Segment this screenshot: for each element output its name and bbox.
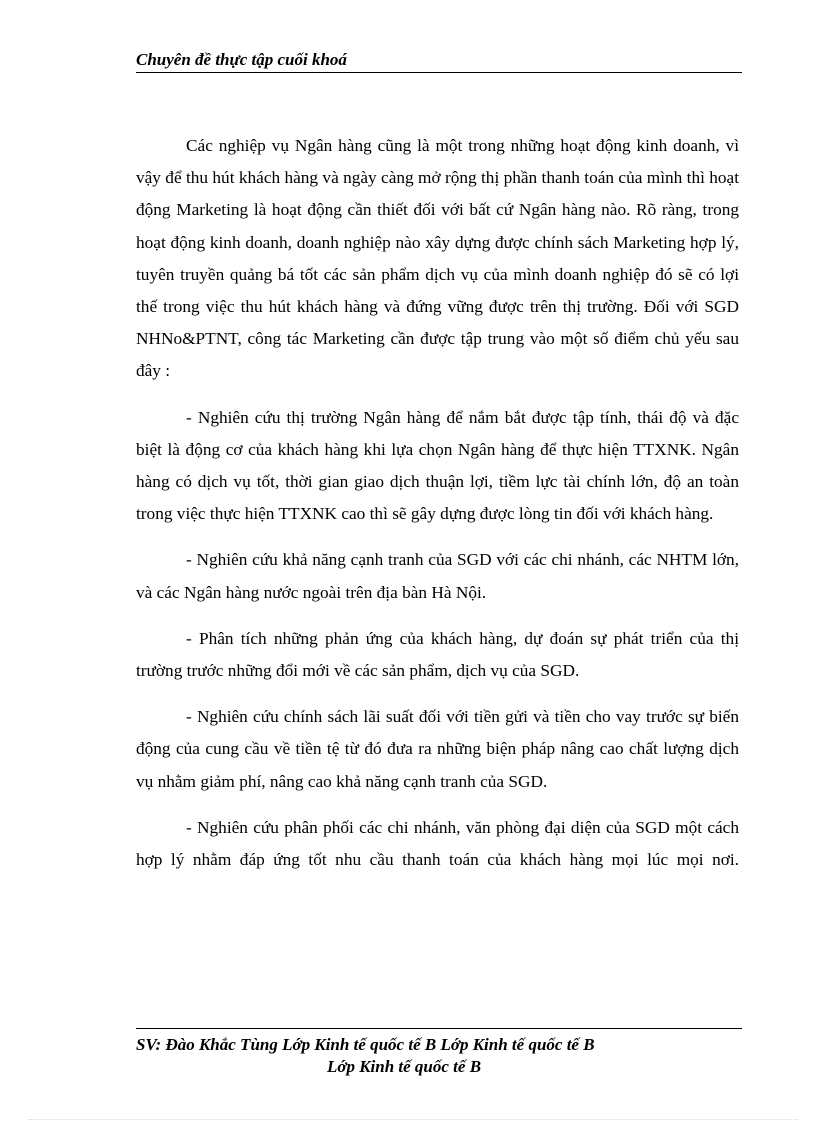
page-bottom-edge (28, 1119, 798, 1120)
page-header (136, 48, 742, 73)
document-body (136, 130, 739, 890)
page-footer (136, 1028, 742, 1078)
paragraph-customer-analysis: - Phân tích những phản ứng của khách hàng, dự đoán sự phát triển của thị trường trước những đổi mới về các sản phẩm, dịch vụ của SGD. (136, 628, 739, 681)
paragraph-intro: Các nghiệp vụ Ngân hàng cũng là một trong những hoạt động kinh doanh, vì vậy để thu hút khách hàng và ngày càng mở rộng thị phần thanh toán của mình thì hoạt động Marketing là hoạt động cần thiết đối với bất cứ Ngân hàng nào. Rõ ràng, trong hoạt động kinh doanh, doanh nghiệp nào xây dựng được chính sách Marketing hợp lý, tuyên truyền quảng bá tốt các sản phẩm dịch vụ của mình doanh nghiệp đó sẽ có lợi thế trong việc thu hút khách hàng và đứng vững được trên thị trường. Đối với SGD NHNo&PTNT, công tác Marketing cần được tập trung vào một số điểm chủ yếu sau đây : (136, 136, 739, 381)
footer-author-line: SV: Đào Khắc Tùng Lớp Kinh tế quốc tế B Lớp Kinh tế quốc tế B (136, 1035, 595, 1054)
paragraph-competition: - Nghiên cứu khả năng cạnh tranh của SGD với các chi nhánh, các NHTM lớn, và các Ngân hàng nước ngoài trên địa bàn Hà Nội. (136, 550, 739, 602)
header-title: Chuyên đề thực tập cuối khoá (136, 50, 347, 69)
footer-class-line: Lớp Kinh tế quốc tế B (326, 1057, 482, 1076)
paragraph-market-research: - Nghiên cứu thị trường Ngân hàng để nắm bắt được tập tính, thái độ và đặc biệt là động cơ của khách hàng khi lựa chọn Ngân hàng để thực hiện TTXNK. Ngân hàng có dịch vụ tốt, thời gian giao dịch thuận lợi, tiềm lực tài chính lớn, độ an toàn trong việc thực hiện TTXNK cao thì sẽ gây dựng được lòng tin đối với khách hàng. (136, 407, 739, 524)
paragraph-branch-distribution: - Nghiên cứu phân phối các chi nhánh, văn phòng đại diện của SGD một cách hợp lý nhằm đáp ứng tốt nhu cầu thanh toán của khách hàng mọi lúc mọi nơi. (136, 817, 739, 870)
paragraph-interest-policy: - Nghiên cứu chính sách lãi suất đối với tiền gửi và tiền cho vay trước sự biến động của cung cầu về tiền tệ từ đó đưa ra những biện pháp nâng cao chất lượng dịch vụ nhằm giảm phí, nâng cao khả năng cạnh tranh của SGD. (136, 707, 739, 791)
